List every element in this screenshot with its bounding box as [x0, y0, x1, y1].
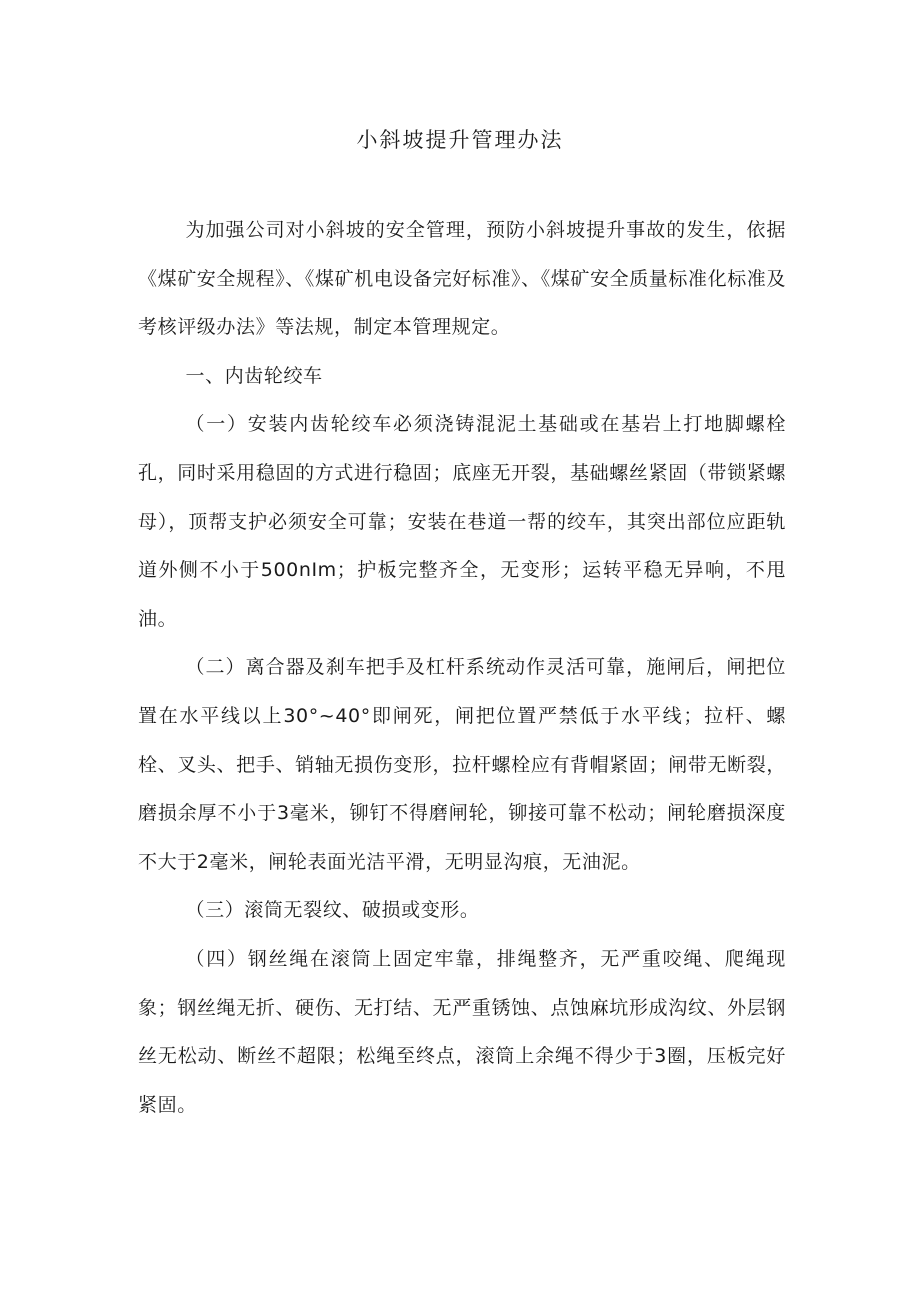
clause-paragraph: （三）滚筒无裂纹、破损或变形。 [185, 899, 480, 922]
clause-paragraph: （二）离合器及刹车把手及杠杆系统动作灵活可靠，施闸后，闸把位置在水平线以上30°~40°即闸死，闸把位置严禁低于水平线；拉杆、螺栓、叉头、把手、销轴无损伤变形，拉杆螺栓应有背帽紧固；闸带无断裂，磨损余厚不小于3毫米，铆钉不得磨闸轮，铆接可靠不松动；闸轮磨损深度不大于2毫米，闸轮表面光洁平滑，无明显沟痕，无油泥。 [138, 656, 786, 873]
clause-paragraph: （四）钢丝绳在滚筒上固定牢靠，排绳整齐，无严重咬绳、爬绳现象；钢丝绳无折、硬伤、无打结、无严重锈蚀、点蚀麻坑形成沟纹、外层钢丝无松动、断丝不超限；松绳至终点，滚筒上余绳不得少于3圈，压板完好紧固。 [138, 947, 786, 1116]
document-body [138, 206, 786, 1129]
section-heading: 一、内齿轮绞车 [185, 364, 323, 387]
clause-paragraph: （一）安装内齿轮绞车必须浇铸混泥土基础或在基岩上打地脚螺栓孔，同时采用稳固的方式进行稳固；底座无开裂，基础螺丝紧固（带锁紧螺母），顶帮支护必须安全可靠；安装在巷道一帮的绞车，其突出部位应距轨道外侧不小于500nIm；护板完整齐全，无变形；运转平稳无异响，不甩油。 [138, 413, 786, 630]
intro-paragraph: 为加强公司对小斜坡的安全管理，预防小斜坡提升事故的发生，依据《煤矿安全规程》、《煤矿机电设备完好标准》、《煤矿安全质量标准化标准及考核评级办法》等法规，制定本管理规定。 [138, 219, 787, 339]
document-title: 小斜坡提升管理办法 [356, 128, 564, 152]
